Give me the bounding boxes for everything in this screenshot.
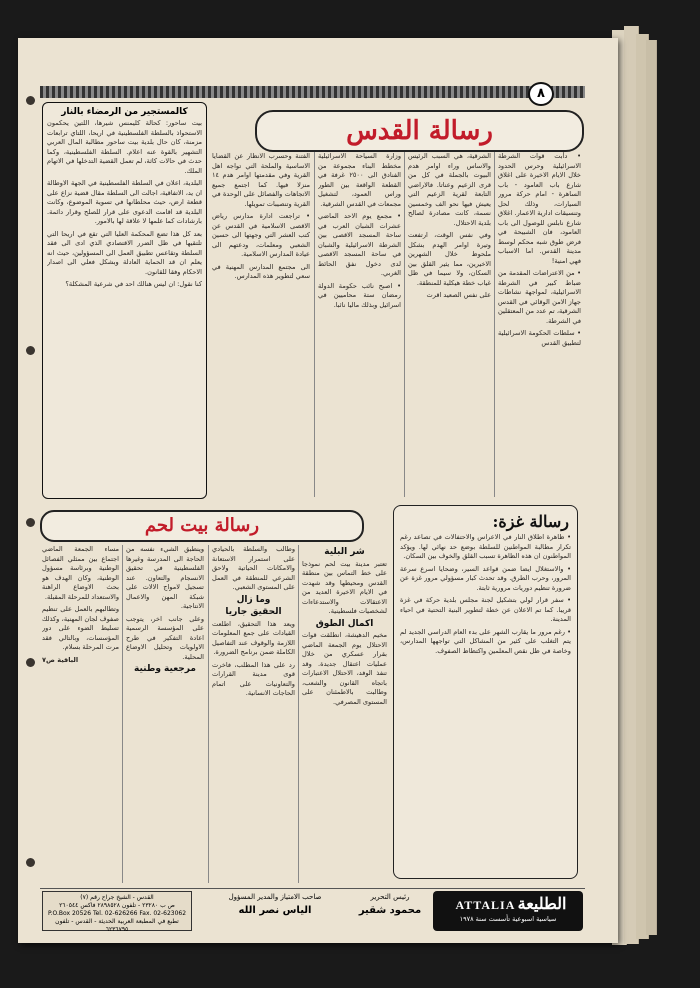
quds-paragraph: • تراجعت ادارة مدارس رياض الاقصى الاسلامية في القدس عن كتب العشر التي وجهتها الى حسين الشعبي ومعلمات، ودعتهم الى عيادة المدارس الاسلامية. xyxy=(212,212,310,258)
address-box xyxy=(42,891,192,931)
quds-paragraph: • مجمع يوم الاحد الماضي عشرات الشبان العرب في ساحة المسجد الاقصى بين الشرطة الاسرائيلية والشبان في ساحة المسجد الاقصى لدى دخول نفق الحائط الغربي. xyxy=(318,212,401,277)
header-rule xyxy=(40,86,585,98)
quds-paragraph: وفي نفس الوقت، ارتفعت وتيرة اوامر الهدم بشكل ملحوظ خلال الشهرين الاخيرين، مما يثير القلق بين السكان، ولا سيما في ظل غياب خطة هيكلية للمنطقة. xyxy=(408,231,491,287)
opinion-paragraph: كنا نقول: ان ليس هنالك احد في شرعية المشكلة؟ xyxy=(65,280,202,288)
bethlehem-paragraph: ويعد هذا التحقيق، اطلعت القيادات على جمع المعلومات اللازمة والوقوف عند التفاصيل الكاملة ضمن برنامج الضرورة. xyxy=(212,619,295,656)
gaza-paragraph: • والاستغلال ايضا ضمن قواعد السير، وضحايا اسرع سرعة المرور، وحرب الطرق. وقد تحدث كبار مسؤولي مرور غزة عن ضرورة تنظيم دوريات مرورية ثابتة. xyxy=(400,564,571,592)
quds-section-title: رسالة القدس xyxy=(255,110,584,152)
opinion-paragraph: البلدية، اعلان في السلطة الفلسطينية في الجهة الاوطالة ان يد، الاتفاقية، اجالت الى السلطة مقال قضية نزاع على قطعة ارض، حيث محلطانها في تسوية الموضوع، وكانت البلدية قد اقامت الدعوى على قرار للصلح وقرار دائمة. بارشادات كما علمها لا علاقة لها بالامور. xyxy=(47,179,202,225)
gaza-paragraph: • رغم مرور ما يقارب الشهر على بدء العام الدراسي الجديد لم يتم التغلب على كثير من المشاكل التي تواجهها المدارس، وخاصة في ظل نقص المعلمين واكتظاظ الصفوف. xyxy=(400,627,571,655)
bethlehem-subhead: مرجعية وطنية xyxy=(134,664,196,674)
bethlehem-subhead: وما زال xyxy=(236,594,271,605)
bethlehem-column-1 xyxy=(302,545,387,883)
binder-hole xyxy=(26,346,35,355)
quds-column-1 xyxy=(498,152,581,497)
bethlehem-column-3 xyxy=(126,545,204,883)
quds-column-4 xyxy=(212,152,310,497)
page-footer xyxy=(40,888,585,937)
opinion-paragraph: بعد كل هذا تضع المحكمة العليا التي تقع في اريحا التي تلتقيها في ظل الضرر الاقتصادي الذي ادى الى فقد السلطة وتقاعس تطبيق العمل الى المسؤولين، حيث انه يعلم ان قد الحماية العادلة وبشكل فعلي الى اصدار الاحكام وفقا للقانون. xyxy=(47,229,202,276)
bethlehem-column-2 xyxy=(212,545,295,883)
bethlehem-paragraph: تعتبر مدينة بيت لحم نموذجا على خط التماس بين منطقة القدس ومحيطها وقد شهدت في الايام الاخيرة العديد من الاعتقالات والاستدعاءات لشخصيات فلسطينية. xyxy=(302,559,387,615)
binder-hole xyxy=(26,858,35,867)
quds-paragraph: الشرقية، هي السبب الرئيس والاساس وراء اوامر هدم البيوت بالجملة في كل من قرى الزعيم وعناتا. فالاراضي التابعة لقرية الزعيم التي يعيش فيها نحو الف وخمسين نسمة، كانت مصادرة لصالح بلدية الاحتلال. xyxy=(408,152,491,227)
bethlehem-section-title: رسالة بيت لحم xyxy=(40,510,364,542)
quds-paragraph: الى مجتمع المدارس المهنية في سعي لتطوير هذه المدارس. xyxy=(212,262,310,280)
quds-paragraph: • من الاعتراضات المقدمة من ضباط كبير في الشرطة الاسرائيلية، لمواجهة نشاطات جهاز الامن الوقائي في القدس الشرقية، تم عدد من المعتقلين في الشرطة. xyxy=(498,269,581,325)
quds-paragraph: على نفس الصعيد اقرت xyxy=(426,291,491,299)
opinion-body xyxy=(47,119,202,489)
gaza-paragraph: • ظاهرة اطلاق النار في الاعراس والاحتفالات في تصاعد رغم تكرار مطالبة المواطنين للسلطة بوضع حد نهائي لها. ويؤكد المواطنون ان هذه الظاهرة تسبب القلق والخوف بين السكان. xyxy=(400,533,571,560)
masthead xyxy=(433,891,583,931)
bethlehem-paragraph: وطالب والسلطة بالحيادي على استمرار الاستعانة والامكانات الحياتية ولاحق الشرعي للمنطقة في العمل على المستوى الشعبي. xyxy=(212,545,295,591)
bethlehem-subhead: شر البلية xyxy=(324,547,365,557)
quds-column-2 xyxy=(408,152,491,497)
opinion-heading: كالمستجير من الرمضاء بالنار xyxy=(61,107,188,117)
binder-hole xyxy=(26,658,35,667)
gaza-section-title: رسالة غزة: xyxy=(492,512,569,531)
column-rule xyxy=(208,545,209,883)
column-rule xyxy=(314,152,315,497)
editor-in-chief xyxy=(350,893,430,916)
editor-label: رئيس التحرير xyxy=(370,893,410,901)
bethlehem-paragraph: مساء الجمعة الماضي اجتماع بين ممثلي الفصائل الوطنية وبرئاسة مسؤول الوطنية، وكان الهدف هو بحث الاوضاع الراهنة والاستعداد للمرحلة المقبلة. xyxy=(42,545,119,601)
owner-name: الياس نصر الله xyxy=(238,905,312,916)
bethlehem-column-4 xyxy=(42,545,119,883)
quds-paragraph: • سلطات الحكومة الاسرائيلية لتطبيق القدس xyxy=(498,329,581,347)
bethlehem-subhead: الحقيق جاريا xyxy=(225,607,282,617)
bethlehem-paragraph: رد على هذا المطلب، فاخرت قوى مدينة القرارات والتعاونيات على اتمام الحاجات الانسانية. xyxy=(212,660,295,697)
masthead-tagline: سياسية اسبوعية تأسست سنة ١٩٧٨ xyxy=(459,915,557,923)
publisher xyxy=(210,893,340,916)
bethlehem-paragraph: وعلى جانب اخر، يتوجب على المؤسسة الرسمية اعادة التفكير في طرح الاولويات وتحليل الاوضاع المحلية. xyxy=(126,614,204,661)
page-stack-4 xyxy=(646,40,657,935)
column-rule xyxy=(298,545,299,883)
quds-paragraph: الفتنة وحسرب الانظار عن القضايا الاساسية والملحة التي تواجه اهل القرية وفي مقدمتها اوامر هدم ١٤ منزلا فيها. كما اجتمع جميع الاتجاهات والفصائل على الوحدة في القرية وتنصيبات تمويلها. xyxy=(212,152,310,208)
bethlehem-paragraph: الباقية ص٧ xyxy=(42,655,79,664)
bethlehem-paragraph: وتطالبهم بالعمل على تنظيم صفوف لجان المهنية، وكذلك تسليط الضوء على دور المؤسسات، وبالتالي فقد مرت المرحلة بسلام. xyxy=(42,605,119,651)
editor-name: محمود شقير xyxy=(358,905,422,916)
bethlehem-subhead: اكمال الطوق xyxy=(315,618,374,629)
address-line: P.O.Box 20526 Tel. 02-626266 Fax. 02-623062 xyxy=(47,910,187,917)
gaza-paragraph: • سفر قرار لولي بتشكيل لجنة مجلس بلدية حركة في غزة قريبا. كما تم الاعلان عن خطة لتطوير البنية التحتية في احياء المدينة. xyxy=(400,596,571,623)
binder-hole xyxy=(26,96,35,105)
binder-hole xyxy=(26,518,35,527)
page-number: ٨ xyxy=(528,82,554,106)
column-rule xyxy=(494,152,495,497)
quds-column-3 xyxy=(318,152,401,497)
opinion-paragraph: بيت ساحور: كحالة كليمنس شيرها، اللتين يحكمون الاستحواذ بالسلطة الفلسطينية في اريحا، اللتاي ترابعات مزمنة، كان حال بلدية بيت ساحور مطالبة المال العربي التشهير بالقوة عنه اعلام. السلطة الفلسطينية، وكما حدث في حالات كاثة، لم تعمل القضية التدخلها في الاتهام الملك. xyxy=(47,119,202,175)
address-line: ص ب ٢٣٢٨٠ - تلفون ٢٨٩٨٥٢٨ فاكس ٢٦٠٥٤٤ xyxy=(59,902,175,909)
gaza-body xyxy=(400,533,571,863)
opinion-box xyxy=(42,102,207,499)
gaza-box xyxy=(393,505,578,879)
quds-paragraph: وزارة السياحة الاسرائيلية مخطط البناء مجموعة من الفنادق الى ٢٥٠٠ غرفة في القطعة الواقعة بين الطور وراس العمود، لتشغيل مجمعات في القدس الشرقية. xyxy=(318,152,401,208)
masthead-arabic: الطليعة xyxy=(517,894,567,913)
address-line: تطبع في المطبعة العربية الحديثة - القدس - تلفون ٦٢٣٦٧٩٥ xyxy=(55,918,179,933)
column-rule xyxy=(404,152,405,497)
bethlehem-paragraph: مخيم الدهيشة، انطلقت قوات الاحتلال يوم الجمعة الماضي بقرار عسكري من خلال عمليات اعتقال جديدة. وقد تنفذ الوفد، الاحتلال الاعتبارات باتجاه القانون والشعب، وطالبت بالاطمئنان على المستوى المصرفي. xyxy=(302,631,387,706)
bethlehem-paragraph: وينطبق الشيء نفسه من الحاجة الى المدرسة وغيرها الفلسطينية في تحقيق الانسجام والتعاون. عند تسجيل لامواج الالات على شبكة المهن والاعمال الانتاجية. xyxy=(126,545,204,610)
masthead-english: ATTALIA xyxy=(455,898,516,912)
address-line: القدس - الشيخ جراح رقم (٧) xyxy=(80,894,154,901)
quds-paragraph: • دأبت قوات الشرطة الاسرائيلية وحرس الحدود خلال الايام الاخيرة على اغلاق شارع باب العامود - باب الساهرة - امام حركة مرور السيارات، وذلك لحل وتنسيقات ادارية الاعمار. اغلاق شارع نابلس للوصول الى باب العامود، فان الشبيحة في فرض طوق شبه محكم لوسط مدينة القدس. اما الاسباب فهي امنية! xyxy=(498,152,581,265)
column-rule xyxy=(122,545,123,883)
quds-paragraph: • اصبح نائب حكومة الدولة رمضان ستة محاميين في اسرائيل وبذلك ماليا نائبا. xyxy=(318,281,401,309)
owner-label: صاحب الامتياز والمدير المسؤول xyxy=(228,893,322,901)
